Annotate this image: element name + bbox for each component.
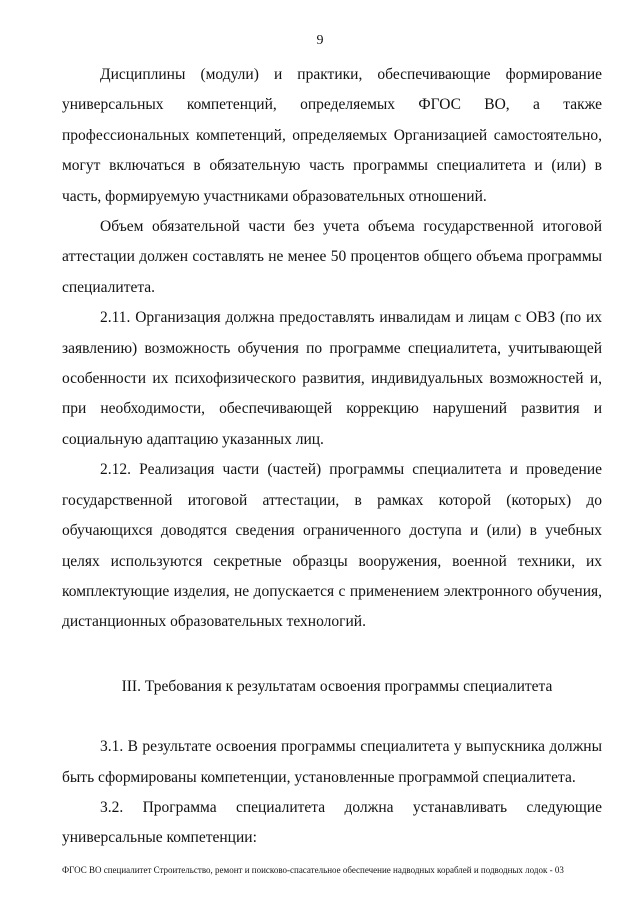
paragraph-2-11: 2.11. Организация должна предоставлять инвалидам и лицам с ОВЗ (по их заявлению) возможность обучения по программе специалитета, учитывающей особенности их психофизического развития, индивидуальных возможностей и, при необходимости, обеспечивающей коррекцию нарушений развития и социальную адаптацию указанных лиц. — [62, 309, 602, 448]
paragraph-disciplines: Дисциплины (модули) и практики, обеспечивающие формирование универсальных компетенций, определяемых ФГОС ВО, а также профессиональных компетенций, определяемых Организацией самостоятельно, могут включаться в обязательную часть программы специалитета и (или) в часть, формируемую участниками образовательных отношений. — [62, 66, 602, 205]
page-number: 9 — [316, 33, 324, 48]
paragraph-3-2: 3.2. Программа специалитета должна устанавливать следующие универсальные компетенции: — [62, 798, 602, 847]
paragraph-mandatory-volume: Объем обязательной части без учета объема государственной итоговой аттестации должен составлять не менее 50 процентов общего объема программы специалитета. — [62, 218, 602, 296]
page-footer: ФГОС ВО специалитет Строительство, ремонт и поисково-спасательное обеспечение надводных кораблей и подводных лодок - 03 — [62, 865, 564, 875]
document-body — [62, 60, 602, 854]
paragraph-2-12: 2.12. Реализация части (частей) программы специалитета и проведение государственной итоговой аттестации, в рамках которой (которых) до обучающихся доводятся сведения ограниченного доступа и (или) в учебных целях используются секретные образцы вооружения, военной техники, их комплектующие изделия, не допускается с применением электронного обучения, дистанционных образовательных технологий. — [62, 461, 602, 631]
section-heading: III. Требования к результатам освоения программы специалитета — [121, 677, 553, 695]
paragraph-3-1: 3.1. В результате освоения программы специалитета у выпускника должны быть сформированы компетенции, установленные программой специалитета. — [62, 738, 602, 786]
